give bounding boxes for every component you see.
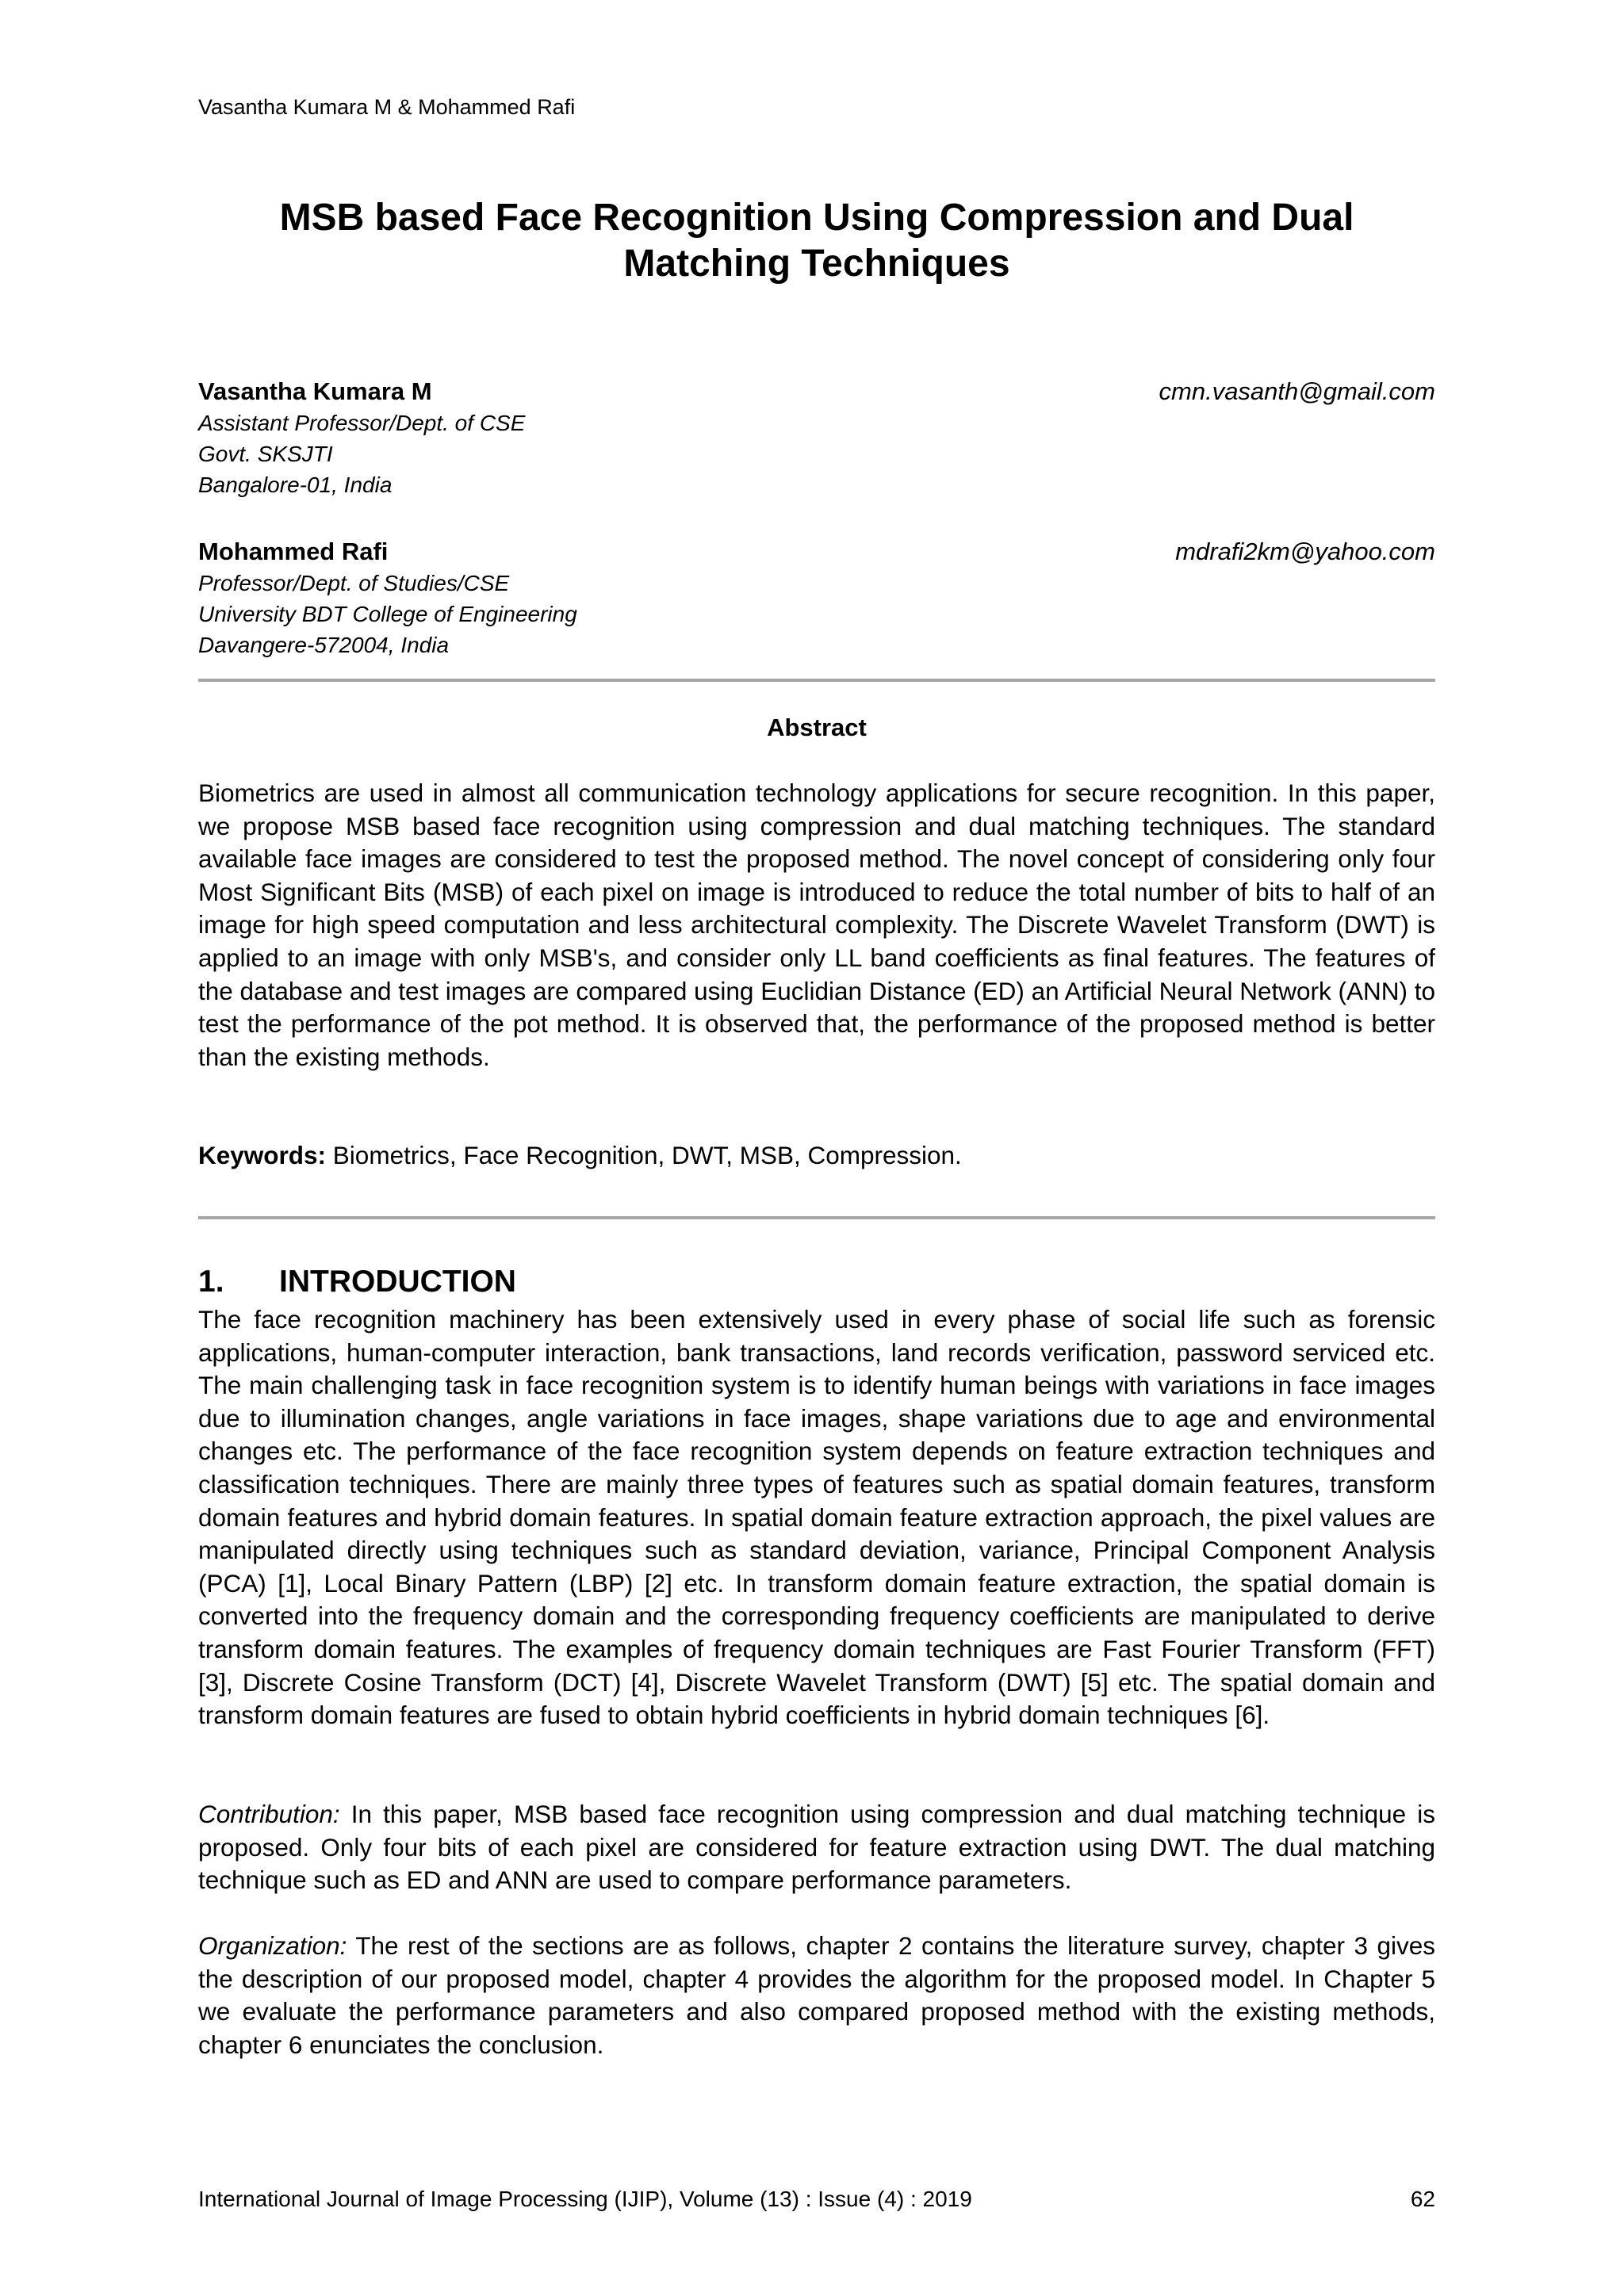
keywords-line [198,1138,1435,1172]
running-header: Vasantha Kumara M & Mohammed Rafi [198,95,576,119]
horizontal-rule-bottom [198,1216,1435,1219]
author-email[interactable]: mdrafi2km@yahoo.com [1175,538,1435,565]
footer-journal: International Journal of Image Processing (IJIP), Volume (13) : Issue (4) : 2019 [198,2187,972,2211]
title-line-2: Matching Techniques [623,243,1010,285]
keywords-label: Keywords: [198,1141,327,1169]
section-title: INTRODUCTION [279,1265,516,1299]
author-name: Mohammed Rafi [198,538,389,565]
section-number: 1. [198,1265,224,1299]
abstract-text: Biometrics are used in almost all communication technology applications for secure recognition. In this paper, we propose MSB based face recognition using compression and dual matching techniques. The standard available face images are considered to test the proposed method. The novel concept of considering only four Most Significant Bits (MSB) of each pixel on image is introduced to reduce the total number of bits to half of an image for high speed computation and less architectural complexity. The Discrete Wavelet Transform (DWT) is applied to an image with only MSB's, and consider only LL band coefficients as final features. The features of the database and test images are compared using Euclidian Distance (ED) an Artificial Neural Network (ANN) to test the performance of the pot method. It is observed that, the performance of the proposed method is better than the existing methods. [198,779,1435,1071]
contribution-label: Contribution: [198,1800,340,1828]
keywords-text: Biometrics, Face Recognition, DWT, MSB, Compression. [326,1141,962,1169]
author-affiliation-line: University BDT College of Engineering [198,602,577,626]
paper-title [198,195,1435,287]
author-affiliation-line: Bangalore-01, India [198,473,393,497]
horizontal-rule-top [198,679,1435,682]
author-affiliation-line: Assistant Professor/Dept. of CSE [198,411,526,435]
organization-paragraph [198,1930,1435,2061]
author-name: Vasantha Kumara M [198,377,432,405]
contribution-paragraph [198,1798,1435,1897]
author-affiliation-line: Govt. SKSJTI [198,442,333,466]
title-line-1: MSB based Face Recognition Using Compression and Dual [279,197,1354,239]
author-affiliation-line: Davangere-572004, India [198,633,450,657]
abstract-heading: Abstract [767,714,867,741]
section-heading-introduction [198,1264,516,1300]
organization-text: The rest of the sections are as follows, chapter 2 contains the literature survey, chapter 3 gives the description of our proposed model, chapter 4 provides the algorithm for the proposed model. In Chapter 5 we evaluate the performance parameters and also compared proposed method with the existing methods, chapter 6 enunciates the conclusion. [198,1931,1435,2059]
author-email[interactable]: cmn.vasanth@gmail.com [1159,377,1435,405]
author-affiliation-line: Professor/Dept. of Studies/CSE [198,571,510,595]
author-block-2 [198,536,1435,660]
author-block-1 [198,376,1435,500]
footer-page-number: 62 [1410,2187,1435,2211]
contribution-text: In this paper, MSB based face recognition using compression and dual matching technique is proposed. Only four bits of each pixel are considered for feature extraction using DWT. The dual matching technique such as ED and ANN are used to compare performance parameters. [198,1800,1435,1895]
introduction-text: The face recognition machinery has been extensively used in every phase of social life such as forensic applications, human-computer interaction, bank transactions, land records verification, password serviced etc. The main challenging task in face recognition system is to identify human beings with variations in face images due to illumination changes, angle variations in face images, shape variations due to age and environmental changes etc. The performance of the face recognition system depends on feature extraction techniques and classification techniques. There are mainly three types of features such as spatial domain features, transform domain features and hybrid domain features. In spatial domain feature extraction approach, the pixel values are manipulated directly using techniques such as standard deviation, variance, Principal Component Analysis (PCA) [1], Local Binary Pattern (LBP) [2] etc. In transform domain feature extraction, the spatial domain is converted into the frequency domain and the corresponding frequency coefficients are manipulated to derive transform domain features. The examples of frequency domain techniques are Fast Fourier Transform (FFT) [3], Discrete Cosine Transform (DCT) [4], Discrete Wavelet Transform (DWT) [5] etc. The spatial domain and transform domain features are fused to obtain hybrid coefficients in hybrid domain techniques [6]. [198,1305,1435,1730]
organization-label: Organization: [198,1931,347,1960]
